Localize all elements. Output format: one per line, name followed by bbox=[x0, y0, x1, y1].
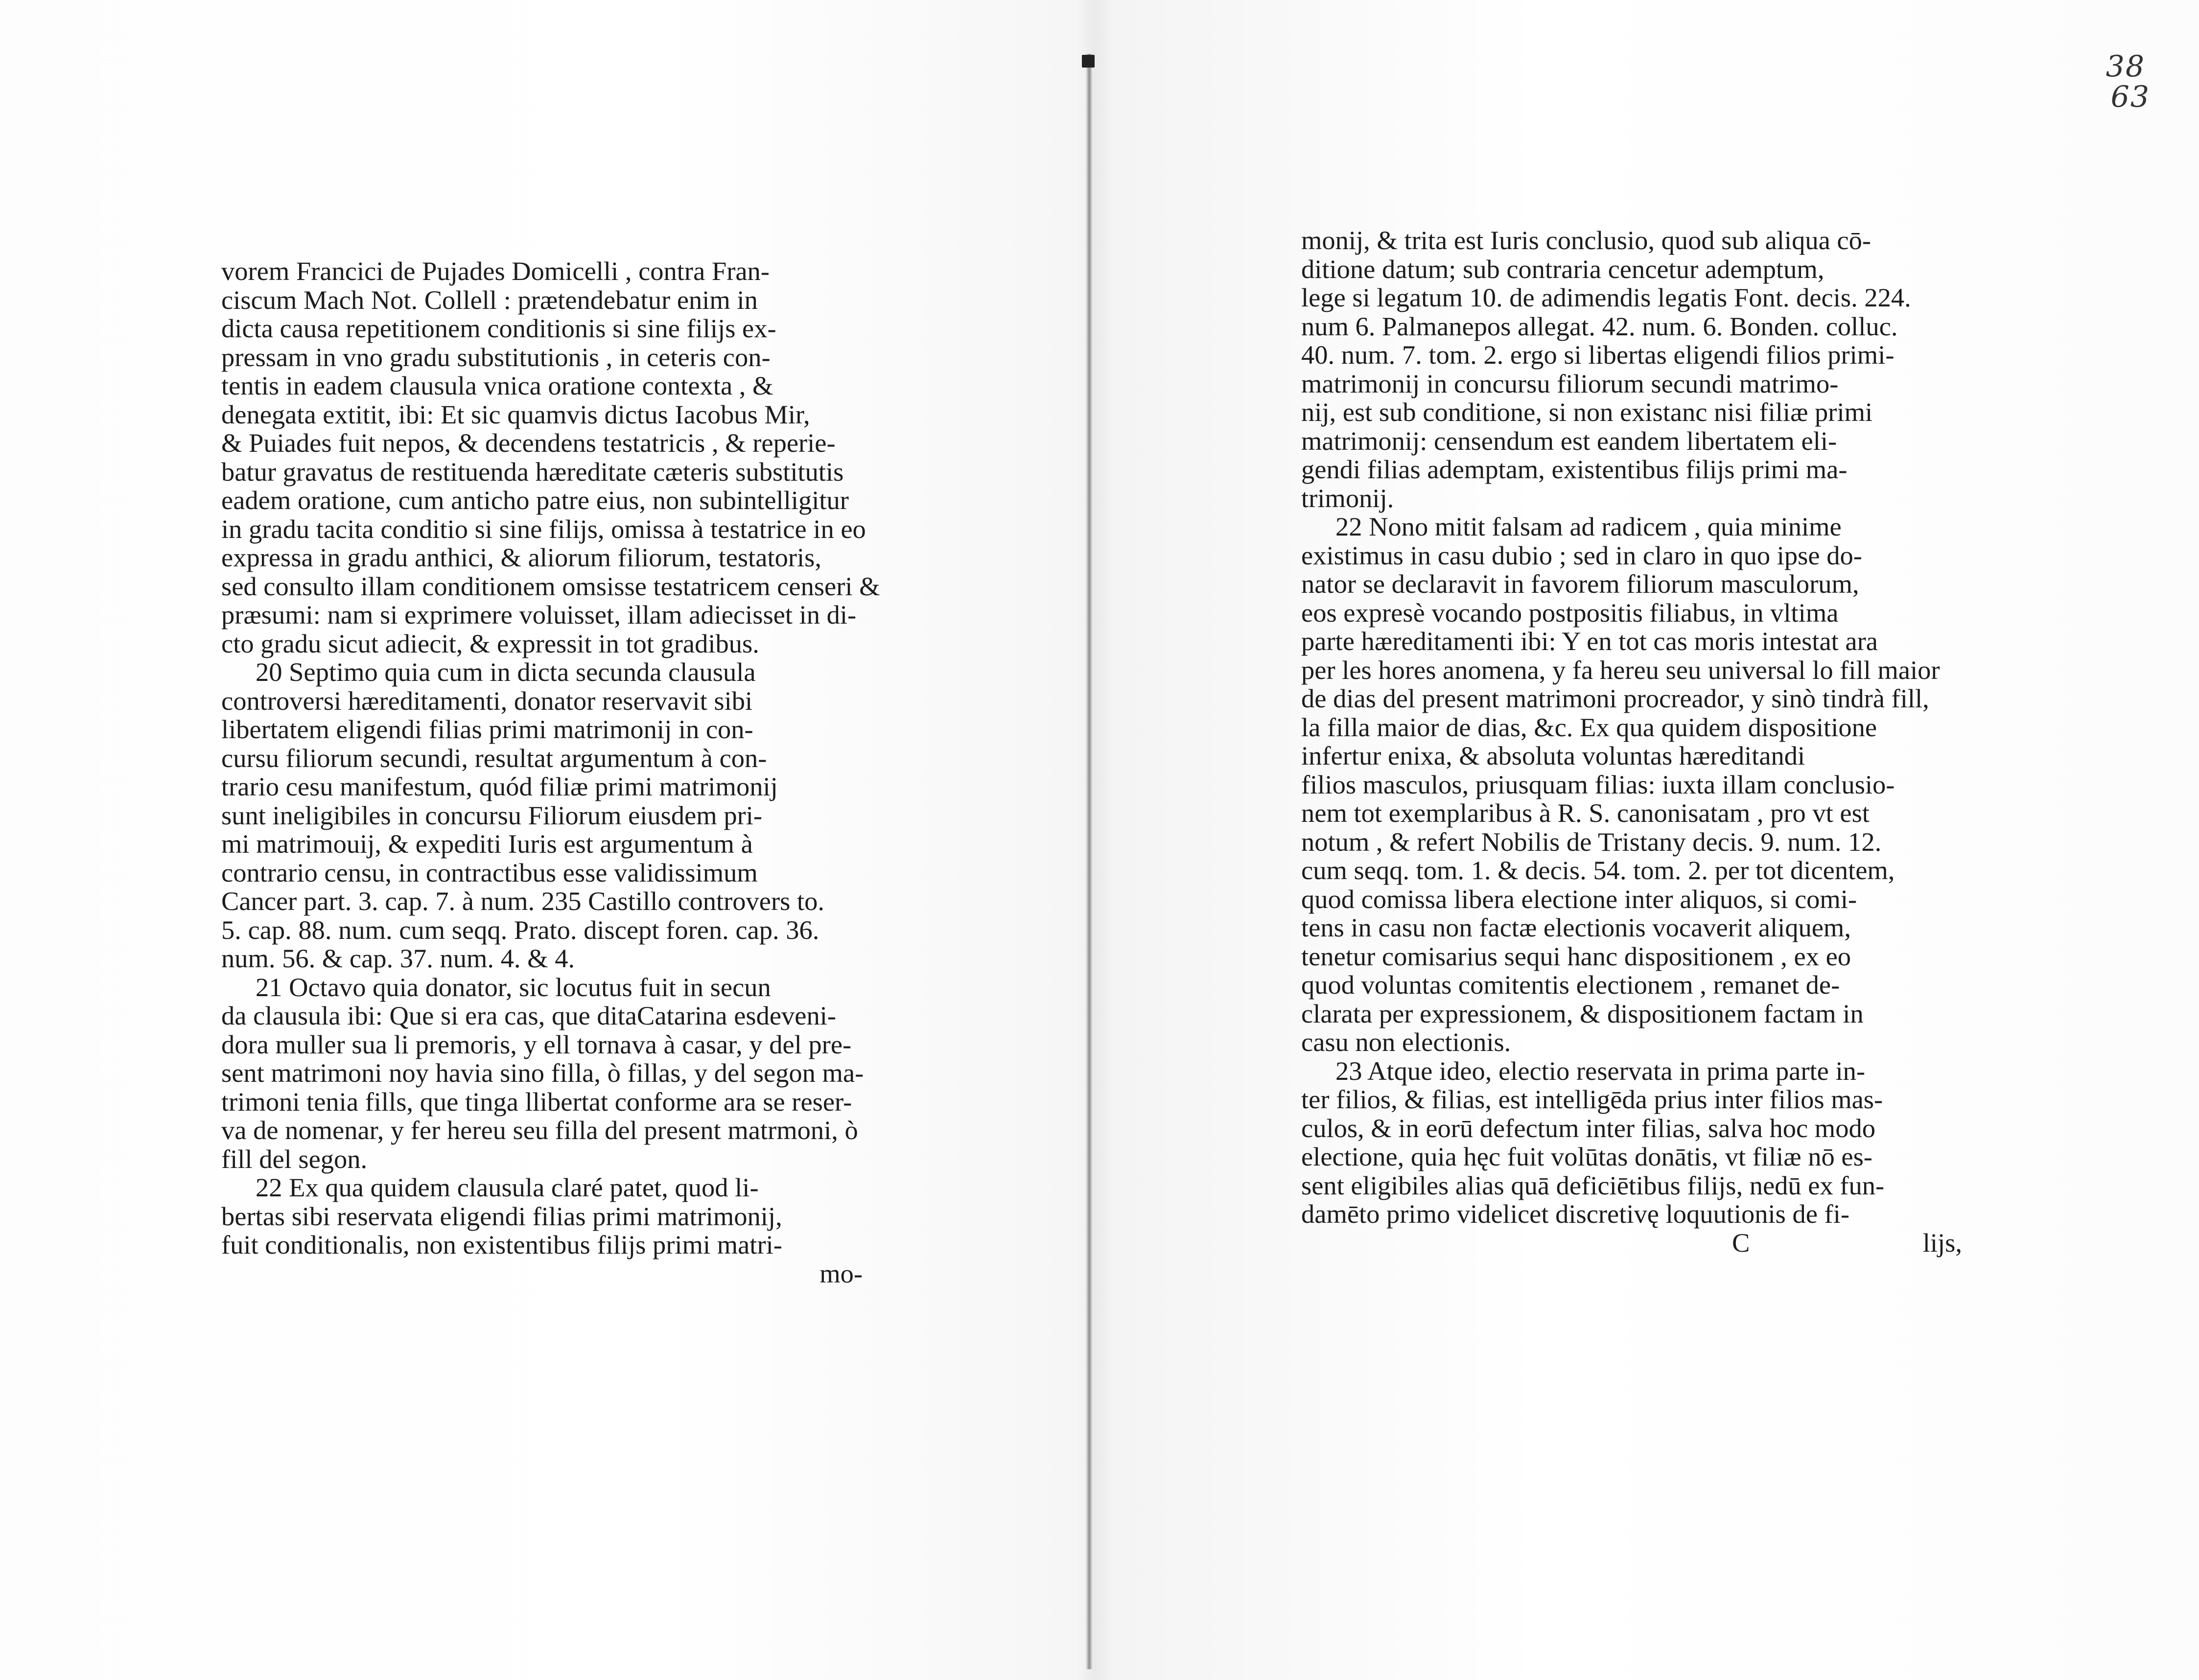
text-line: trario cesu manifestum, quód filiæ primi matrimonij bbox=[221, 771, 778, 801]
text-line: sent eligibiles alias quā deficiētibus filijs, nedū ex fun- bbox=[1301, 1170, 1885, 1200]
folio-number bbox=[2105, 49, 2150, 114]
text-line: ditione datum; sub contraria cencetur ademptum, bbox=[1301, 254, 1825, 284]
text-line: culos, & in eorū defectum inter filias, salva hoc modo bbox=[1301, 1113, 1875, 1143]
text-line: per les hores anomena, y fa hereu seu universal lo fill maior bbox=[1301, 654, 1940, 685]
text-line: electione, quia hęc fuit volūtas donātis, vt filiæ nō es- bbox=[1301, 1142, 1872, 1171]
signature-mark: C bbox=[1732, 1227, 1750, 1258]
text-line: ciscum Mach Not. Collell : prætendebatur enim in bbox=[221, 284, 758, 315]
text-line: nator se declaravit in favorem filiorum masculorum, bbox=[1301, 569, 1859, 599]
text-line: damēto primo videlicet discretivę loquutionis de fi- bbox=[1301, 1199, 1849, 1229]
text-line: notum , & refert Nobilis de Tristany decis. 9. num. 12. bbox=[1301, 826, 1882, 857]
text-line: trimoni tenia fills, que tinga llibertat conforme ara se reser- bbox=[221, 1086, 852, 1117]
catchword-right: lijs, bbox=[1922, 1227, 1962, 1258]
text-line: clarata per expressionem, & dispositionem factam in bbox=[1301, 998, 1864, 1028]
text-line: præsumi: nam si exprimere voluisset, illam adiecisset in di- bbox=[221, 600, 857, 630]
text-line: quod comissa libera electione inter aliquos, si comi- bbox=[1301, 884, 1857, 914]
text-line: libertatem eligendi filias primi matrimonij in con- bbox=[221, 714, 753, 744]
text-line: casu non electionis. bbox=[1301, 1027, 1511, 1057]
text-line: infertur enixa, & absoluta voluntas hæreditandi bbox=[1301, 741, 1805, 770]
paragraph-21-start: 21 Octavo quia donator, sic locutus fuit in secun bbox=[256, 972, 771, 1002]
text-line: monij, & trita est Iuris conclusio, quod sub aliqua cō- bbox=[1301, 225, 1871, 255]
right-page-text bbox=[1301, 226, 1977, 1257]
page-footer bbox=[1301, 1229, 1977, 1258]
text-line: 40. num. 7. tom. 2. ergo si libertas eligendi filios primi- bbox=[1301, 340, 1895, 370]
binding-mark bbox=[1082, 55, 1095, 68]
text-line: existimus in casu dubio ; sed in claro in quo ipse do- bbox=[1301, 540, 1862, 570]
text-line: contrario censu, in contractibus esse validissimum bbox=[221, 857, 758, 887]
text-line: denegata extitit, ibi: Et sic quamvis dictus Iacobus Mir, bbox=[221, 399, 810, 429]
text-line: sunt ineligibiles in concursu Filiorum eiusdem pri- bbox=[221, 800, 763, 830]
text-line: ter filios, & filias, est intelligēda prius inter filios mas- bbox=[1301, 1084, 1883, 1114]
catchword-left: mo- bbox=[819, 1258, 863, 1288]
text-line: quod voluntas comitentis electionem , remanet de- bbox=[1301, 970, 1840, 1000]
text-line: filios masculos, priusquam filias: iuxta illam conclusio- bbox=[1301, 769, 1895, 799]
text-line: matrimonij: censendum est eandem libertatem eli- bbox=[1301, 425, 1837, 456]
text-line: lege si legatum 10. de adimendis legatis Font. decis. 224. bbox=[1301, 282, 1911, 312]
text-line: tentis in eadem clausula vnica oratione contexta , & bbox=[221, 371, 773, 400]
text-line: & Puiades fuit nepos, & decendens testatricis , & reperie- bbox=[221, 428, 836, 458]
text-line: cto gradu sicut adiecit, & expressit in tot gradibus. bbox=[221, 628, 759, 658]
text-line: pressam in vno gradu substitutionis , in ceteris con- bbox=[221, 342, 771, 372]
text-line: dicta causa repetitionem conditionis si sine filijs ex- bbox=[221, 313, 776, 343]
paragraph-22-nono-start: 22 Nono mitit falsam ad radicem , quia minime bbox=[1335, 512, 1842, 541]
book-gutter bbox=[1086, 54, 1093, 1669]
text-line: in gradu tacita conditio si sine filijs, omissa à testatrice in eo bbox=[221, 513, 866, 544]
text-line: sent matrimoni noy havia sino filla, ò fillas, y del segon ma- bbox=[221, 1058, 864, 1088]
text-line: sed consulto illam conditionem omsisse testatricem censeri & bbox=[221, 571, 880, 601]
paragraph-23-start: 23 Atque ideo, electio reservata in prima parte in- bbox=[1335, 1055, 1866, 1086]
text-line: cum seqq. tom. 1. & decis. 54. tom. 2. per tot dicentem, bbox=[1301, 855, 1895, 885]
text-line: num. 56. & cap. 37. num. 4. & 4. bbox=[221, 943, 575, 973]
text-line: fuit conditionalis, non existentibus filijs primi matri- bbox=[221, 1230, 782, 1260]
text-line: da clausula ibi: Que si era cas, que ditaCatarina esdeveni- bbox=[221, 1001, 837, 1030]
paragraph-20-start: 20 Septimo quia cum in dicta secunda clausula bbox=[256, 657, 756, 687]
text-line: num 6. Palmanepos allegat. 42. num. 6. Bonden. colluc. bbox=[1301, 311, 1898, 341]
text-line: mi matrimouij, & expediti Iuris est argumentum à bbox=[221, 829, 753, 859]
text-line: de dias del present matrimoni procreador, y sinò tindrà fill, bbox=[1301, 683, 1929, 713]
text-line: expressa in gradu anthici, & aliorum filiorum, testatoris, bbox=[221, 542, 821, 572]
left-page-text bbox=[221, 257, 882, 1288]
text-line: eos expresè vocando postpositis filiabus, in vltima bbox=[1301, 597, 1839, 628]
text-line: gendi filias ademptam, existentibus filijs primi ma- bbox=[1301, 454, 1848, 484]
text-line: dora muller sua li premoris, y ell tornava à casar, y del pre- bbox=[221, 1029, 852, 1059]
text-line: parte hæreditamenti ibi: Y en tot cas moris intestat ara bbox=[1301, 626, 1878, 656]
folio-number-old: 38 bbox=[2105, 49, 2145, 84]
folio-number-new: 63 bbox=[2110, 80, 2150, 114]
text-line: va de nomenar, y fer hereu seu filla del present matrmoni, ò bbox=[221, 1115, 858, 1145]
text-line: vorem Francici de Pujades Domicelli , contra Fran- bbox=[221, 256, 770, 286]
text-line: fill del segon. bbox=[221, 1143, 368, 1174]
text-line: 5. cap. 88. num. cum seqq. Prato. discept foren. cap. 36. bbox=[221, 914, 819, 945]
text-line: bertas sibi reservata eligendi filias primi matrimonij, bbox=[221, 1201, 782, 1231]
text-line: tenetur comisarius sequi hanc dispositionem , ex eo bbox=[1301, 941, 1851, 971]
text-line: nem tot exemplaribus à R. S. canonisatam , pro vt est bbox=[1301, 798, 1870, 828]
text-line: trimonij. bbox=[1301, 483, 1394, 513]
text-line: la filla maior de dias, &c. Ex qua quidem dispositione bbox=[1301, 712, 1877, 742]
text-line: controversi hæreditamenti, donator reservavit sibi bbox=[221, 685, 753, 716]
text-line: nij, est sub conditione, si non existanc nisi filiæ primi bbox=[1301, 397, 1873, 427]
text-line: eadem oratione, cum anticho patre eius, non subintelligitur bbox=[221, 485, 849, 515]
text-line: tens in casu non factæ electionis vocaverit aliquem, bbox=[1301, 912, 1851, 942]
text-line: matrimonij in concursu filiorum secundi matrimo- bbox=[1301, 368, 1839, 398]
paragraph-22-start: 22 Ex qua quidem clausula claré patet, quod li- bbox=[256, 1172, 759, 1202]
text-line: cursu filiorum secundi, resultat argumentum à con- bbox=[221, 743, 767, 773]
text-line: batur gravatus de restituenda hæreditate cæteris substitutis bbox=[221, 456, 844, 487]
text-line: Cancer part. 3. cap. 7. à num. 235 Castillo controvers to. bbox=[221, 886, 824, 916]
